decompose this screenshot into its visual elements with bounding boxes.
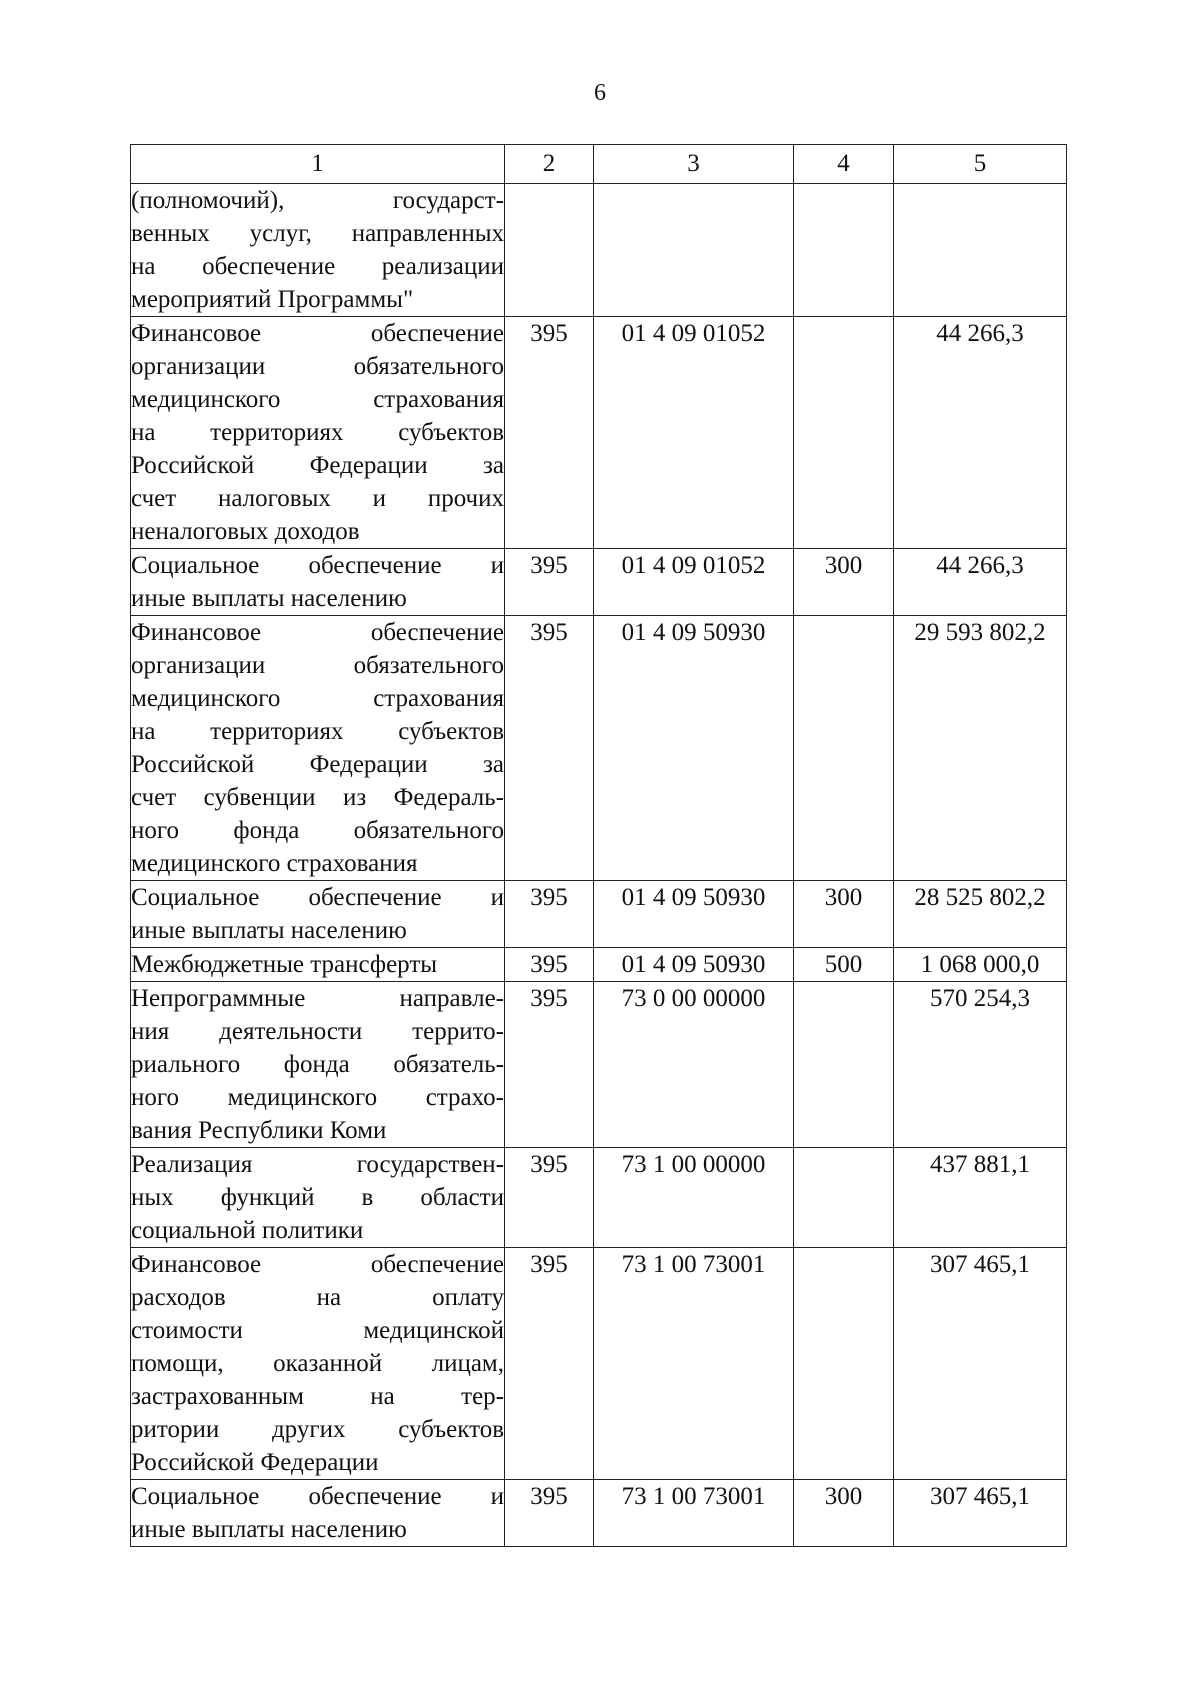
row-name-line: медицинского страхования <box>131 850 418 877</box>
row-name-line: иные выплаты населению <box>131 585 407 612</box>
row-name-line: вания Республики Коми <box>131 1117 387 1144</box>
row-name-line: Социальное обеспечение и <box>131 552 504 579</box>
row-glava-cell: 395 <box>505 616 594 881</box>
row-sum-cell: 1 068 000,0 <box>894 948 1067 982</box>
header-cell-sum: 5 <box>894 145 1067 184</box>
row-glava-cell: 395 <box>505 549 594 616</box>
row-name-line: Социальное обеспечение и <box>131 1483 504 1510</box>
table-row <box>131 616 1067 881</box>
row-name-line: Российской Федерации за <box>131 452 504 479</box>
row-csr-cell: 73 0 00 00000 <box>594 982 794 1148</box>
row-vr-cell <box>794 1248 894 1480</box>
row-csr-cell: 01 4 09 01052 <box>594 317 794 549</box>
row-name-line: ного медицинского страхо- <box>131 1084 504 1111</box>
row-name-cell <box>131 948 505 982</box>
row-vr-cell <box>794 982 894 1148</box>
row-name-cell <box>131 1480 505 1547</box>
table-header <box>131 145 1067 184</box>
row-name-line: счет налоговых и прочих <box>131 485 504 512</box>
row-name-line: медицинского страхования <box>131 386 504 413</box>
row-name-line: на территориях субъектов <box>131 718 504 745</box>
row-name-cell <box>131 1248 505 1480</box>
row-sum-cell: 307 465,1 <box>894 1480 1067 1547</box>
row-name-cell <box>131 184 505 317</box>
row-vr-cell: 300 <box>794 881 894 948</box>
row-sum-cell: 437 881,1 <box>894 1148 1067 1248</box>
row-name-line: организации обязательного <box>131 353 504 380</box>
row-sum-cell: 28 525 802,2 <box>894 881 1067 948</box>
row-sum-cell: 570 254,3 <box>894 982 1067 1148</box>
row-sum-cell: 29 593 802,2 <box>894 616 1067 881</box>
row-name-line: Непрограммные направле- <box>131 985 504 1012</box>
row-sum-cell: 44 266,3 <box>894 317 1067 549</box>
row-name-line: стоимости медицинской <box>131 1317 504 1344</box>
row-vr-cell <box>794 184 894 317</box>
table-row <box>131 184 1067 317</box>
table-row <box>131 317 1067 549</box>
budget-table <box>130 144 1067 1547</box>
table-row <box>131 549 1067 616</box>
table-row <box>131 1248 1067 1480</box>
table-row <box>131 881 1067 948</box>
row-name-line: на территориях субъектов <box>131 419 504 446</box>
row-name-cell <box>131 1148 505 1248</box>
header-cell-vr: 4 <box>794 145 894 184</box>
page-number: 6 <box>594 80 606 106</box>
row-name-line: Межбюджетные трансферты <box>131 951 438 978</box>
row-vr-cell: 300 <box>794 1480 894 1547</box>
table-row <box>131 948 1067 982</box>
row-name-line: Реализация государствен- <box>131 1151 504 1178</box>
row-name-line: застрахованным на тер- <box>131 1383 504 1410</box>
row-name-line: иные выплаты населению <box>131 917 407 944</box>
row-vr-cell <box>794 317 894 549</box>
row-glava-cell: 395 <box>505 317 594 549</box>
row-name-line: Финансовое обеспечение <box>131 619 504 646</box>
row-glava-cell <box>505 184 594 317</box>
row-glava-cell: 395 <box>505 881 594 948</box>
row-csr-cell: 73 1 00 00000 <box>594 1148 794 1248</box>
header-row <box>131 145 1067 184</box>
row-name-line: риального фонда обязатель- <box>131 1051 504 1078</box>
row-glava-cell: 395 <box>505 982 594 1148</box>
row-name-line: Российской Федерации <box>131 1449 379 1476</box>
table-row <box>131 982 1067 1148</box>
row-name-cell <box>131 616 505 881</box>
row-csr-cell: 73 1 00 73001 <box>594 1480 794 1547</box>
row-name-line: Финансовое обеспечение <box>131 1251 504 1278</box>
row-vr-cell: 300 <box>794 549 894 616</box>
row-name-line: организации обязательного <box>131 652 504 679</box>
row-name-cell <box>131 317 505 549</box>
row-vr-cell <box>794 616 894 881</box>
row-name-line: счет субвенции из Федераль- <box>131 784 504 811</box>
row-vr-cell: 500 <box>794 948 894 982</box>
row-name-line: Российской Федерации за <box>131 751 504 778</box>
header-cell-glava: 2 <box>505 145 594 184</box>
row-name-line: социальной политики <box>131 1217 364 1244</box>
row-name-line: ных функций в области <box>131 1184 504 1211</box>
row-name-line: медицинского страхования <box>131 685 504 712</box>
row-name-line: венных услуг, направленных <box>131 220 504 247</box>
row-sum-cell <box>894 184 1067 317</box>
table-row <box>131 1148 1067 1248</box>
row-glava-cell: 395 <box>505 1148 594 1248</box>
row-name-line: ритории других субъектов <box>131 1416 504 1443</box>
row-name-line: ния деятельности террито- <box>131 1018 504 1045</box>
row-name-cell <box>131 982 505 1148</box>
row-name-line: Социальное обеспечение и <box>131 884 504 911</box>
row-name-line: неналоговых доходов <box>131 518 360 545</box>
table-body <box>131 184 1067 1547</box>
row-name-line: (полномочий), государст- <box>131 187 504 214</box>
row-csr-cell: 01 4 09 50930 <box>594 948 794 982</box>
row-vr-cell <box>794 1148 894 1248</box>
row-glava-cell: 395 <box>505 948 594 982</box>
row-sum-cell: 307 465,1 <box>894 1248 1067 1480</box>
header-cell-name: 1 <box>131 145 505 184</box>
row-csr-cell <box>594 184 794 317</box>
row-csr-cell: 01 4 09 50930 <box>594 616 794 881</box>
row-name-line: расходов на оплату <box>131 1284 504 1311</box>
row-csr-cell: 01 4 09 01052 <box>594 549 794 616</box>
row-name-line: на обеспечение реализации <box>131 253 504 280</box>
row-name-line: иные выплаты населению <box>131 1516 407 1543</box>
row-name-line: ного фонда обязательного <box>131 817 504 844</box>
table-row <box>131 1480 1067 1547</box>
row-glava-cell: 395 <box>505 1480 594 1547</box>
row-csr-cell: 73 1 00 73001 <box>594 1248 794 1480</box>
row-name-line: мероприятий Программы" <box>131 286 414 313</box>
row-name-cell <box>131 881 505 948</box>
row-name-cell <box>131 549 505 616</box>
row-sum-cell: 44 266,3 <box>894 549 1067 616</box>
row-glava-cell: 395 <box>505 1248 594 1480</box>
row-name-line: помощи, оказанной лицам, <box>131 1350 504 1377</box>
row-name-line: Финансовое обеспечение <box>131 320 504 347</box>
row-csr-cell: 01 4 09 50930 <box>594 881 794 948</box>
header-cell-csr: 3 <box>594 145 794 184</box>
